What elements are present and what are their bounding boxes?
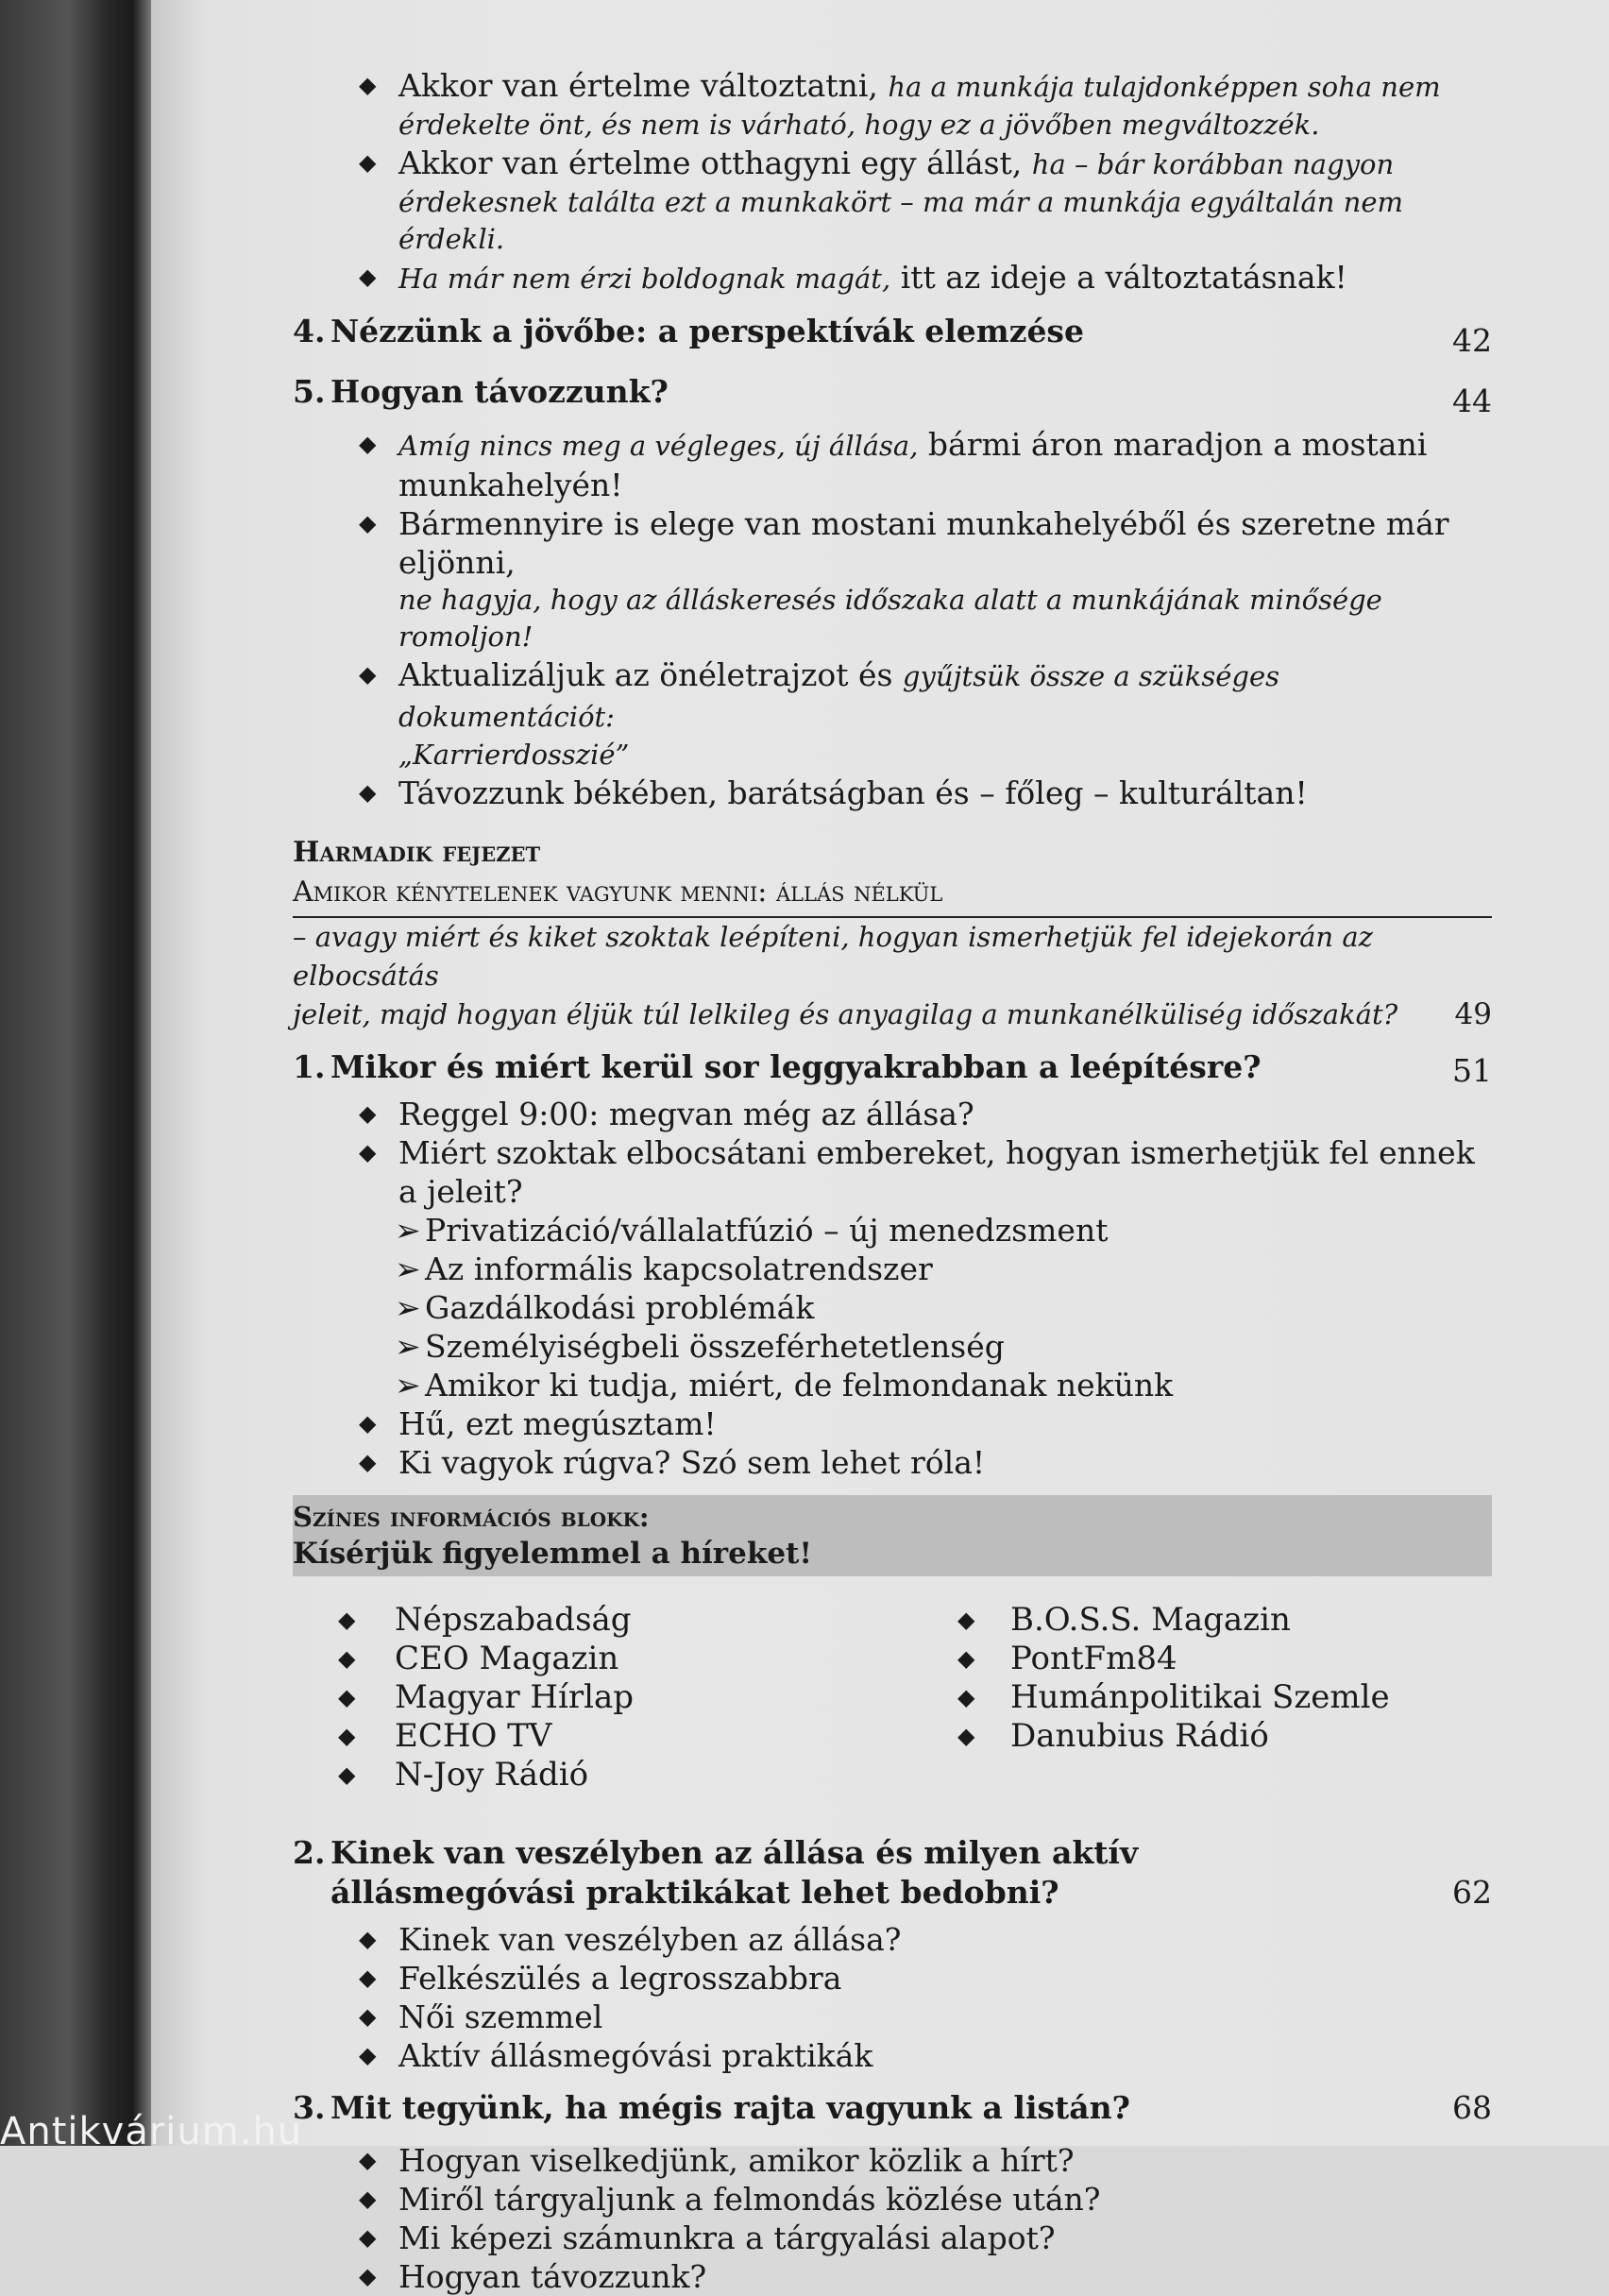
media-item: ◆ CEO Magazin — [338, 1640, 619, 1677]
page-number: 51 — [1452, 1052, 1492, 1089]
list-item: ◆ Ha már nem érzi boldognak magát, itt az ideje a változtatásnak! — [359, 259, 1347, 296]
list-item-continuation: érdekesnek találta ezt a munkakört – ma már a munkája egyáltalán nem érdekli. — [398, 186, 1403, 255]
toc-entry[interactable]: 5. Hogyan távozzunk? 44 — [293, 373, 1492, 419]
list-item: ◆ Reggel 9:00: megvan még az állása? — [359, 1096, 974, 1132]
sub-item: ➢ Privatizáció/vállalatfúzió – új menedzsment — [395, 1212, 1109, 1249]
list-item: ◆ Hű, ezt megúsztam! — [359, 1405, 717, 1442]
list-item-continuation: érdekelte önt, és nem is várható, hogy ez a jövőben megváltozzék. — [398, 109, 1320, 141]
sub-item: ➢ Az informális kapcsolatrendszer — [395, 1250, 933, 1287]
diamond-bullet-icon: ◆ — [359, 1964, 377, 1991]
list-item: ◆ Mi képezi számunkra a tárgyalási alapot? — [359, 2219, 1056, 2256]
diamond-bullet-icon: ◆ — [338, 1723, 356, 1749]
diamond-bullet-icon: ◆ — [359, 149, 377, 176]
diamond-bullet-icon: ◆ — [338, 1761, 356, 1788]
diamond-bullet-icon: ◆ — [359, 779, 377, 806]
diamond-bullet-icon: ◆ — [359, 2224, 377, 2251]
list-item-continuation: ne hagyja, hogy az álláskeresés időszaka alatt a munkájának minősége romoljon! — [398, 584, 1382, 653]
media-item: ◆ ECHO TV — [338, 1717, 552, 1755]
list-item: ◆ Aktualizáljuk az önéletrajzot és gyűjtsük össze a szükséges dokumentációt: — [359, 656, 1279, 733]
list-item: ◆ Női szemmel — [359, 1998, 603, 2035]
media-item: ◆ Magyar Hírlap — [338, 1678, 635, 1716]
media-item: ◆ Humánpolitikai Szemle — [957, 1678, 1390, 1716]
arrowhead-icon: ➢ — [395, 1212, 421, 1249]
diamond-bullet-icon: ◆ — [359, 1100, 377, 1127]
diamond-bullet-icon: ◆ — [359, 2147, 377, 2173]
diamond-bullet-icon: ◆ — [359, 431, 377, 457]
diamond-bullet-icon: ◆ — [359, 2003, 377, 2030]
media-item: ◆ B.O.S.S. Magazin — [957, 1601, 1291, 1639]
page-number: 62 — [1452, 1874, 1492, 1911]
diamond-bullet-icon: ◆ — [957, 1607, 975, 1633]
arrowhead-icon: ➢ — [395, 1328, 421, 1365]
toc-entry[interactable]: 4. Nézzünk a jövőbe: a perspektívák elemzése 42 — [293, 313, 1492, 359]
list-item: ◆ Akkor van értelme változtatni, ha a munkája tulajdonképpen soha nem — [359, 67, 1441, 104]
diamond-bullet-icon: ◆ — [957, 1645, 975, 1672]
diamond-bullet-icon: ◆ — [957, 1684, 975, 1710]
list-item: ◆ Miről tárgyaljunk a felmondás közlése után? — [359, 2181, 1101, 2218]
list-item: ◆ Hogyan távozzunk? — [359, 2258, 707, 2295]
media-item: ◆ Danubius Rádió — [957, 1717, 1269, 1755]
info-block-banner — [293, 1495, 1492, 1576]
diamond-bullet-icon: ◆ — [359, 661, 377, 688]
arrowhead-icon: ➢ — [395, 1250, 421, 1287]
list-item: ◆ Akkor van értelme otthagyni egy állást, ha – bár korábban nagyon — [359, 145, 1395, 181]
diamond-bullet-icon: ◆ — [338, 1607, 356, 1633]
media-item: ◆ Népszabadság — [338, 1601, 632, 1639]
sub-item: ➢ Személyiségbeli összeférhetetlenség — [395, 1328, 1005, 1365]
chapter-title[interactable]: Amikor kénytelenek vagyunk menni: állás nélkül — [293, 873, 1492, 918]
watermark: Antikvárium.hu — [0, 2110, 303, 2153]
diamond-bullet-icon: ◆ — [359, 1410, 377, 1437]
info-block-label: Színes információs blokk: — [293, 1501, 650, 1533]
list-item: ◆ Aktív állásmegóvási praktikák — [359, 2037, 873, 2074]
list-item: ◆ Ki vagyok rúgva? Szó sem lehet róla! — [359, 1444, 986, 1481]
toc-entry-continuation[interactable]: állásmegóvási praktikákat lehet bedobni? 62 — [330, 1874, 1492, 1911]
media-item: ◆ PontFm84 — [957, 1640, 1177, 1677]
arrowhead-icon: ➢ — [395, 1289, 421, 1326]
list-item: ◆ Távozzunk békében, barátságban és – főleg – kulturáltan! — [359, 774, 1308, 811]
toc-entry[interactable]: 3. Mit tegyünk, ha mégis rajta vagyunk a listán? 68 — [293, 2089, 1492, 2126]
book-spine — [0, 0, 151, 2146]
diamond-bullet-icon: ◆ — [359, 1139, 377, 1165]
list-item: ◆ Bármennyire is elege van mostani munkahelyéből és szeretne már eljönni, — [359, 505, 1449, 581]
diamond-bullet-icon: ◆ — [359, 2042, 377, 2068]
media-column-left — [293, 1601, 634, 1794]
toc-entry[interactable]: 2. Kinek van veszélyben az állása és milyen aktív — [293, 1834, 1139, 1871]
sub-item: ➢ Gazdálkodási problémák — [395, 1289, 815, 1326]
diamond-bullet-icon: ◆ — [359, 510, 377, 536]
toc-entry[interactable]: 1. Mikor és miért kerül sor leggyakrabban a leépítésre? 51 — [293, 1048, 1492, 1089]
list-item-continuation: „Karrierdosszié” — [398, 739, 630, 771]
diamond-bullet-icon: ◆ — [338, 1684, 356, 1710]
page-number: 49 — [1454, 997, 1492, 1031]
media-column-right — [952, 1601, 1390, 1756]
table-of-contents — [293, 66, 1492, 2296]
diamond-bullet-icon: ◆ — [359, 1926, 377, 1952]
diamond-bullet-icon: ◆ — [957, 1723, 975, 1749]
chapter-intro: – avagy miért és kiket szoktak leépíteni, hogyan ismerhetjük fel idejekorán az elbocsátás — [293, 921, 1373, 992]
info-block-title: Kísérjük figyelemmel a híreket! — [293, 1537, 812, 1571]
page-number: 68 — [1452, 2089, 1492, 2126]
list-item: ◆ Kinek van veszélyben az állása? — [359, 1921, 902, 1958]
chapter-heading: Harmadik fejezet — [293, 836, 541, 869]
list-item: ◆ Hogyan viselkedjünk, amikor közlik a hírt? — [359, 2142, 1075, 2179]
page-number: 42 — [1452, 322, 1492, 359]
diamond-bullet-icon: ◆ — [359, 2185, 377, 2212]
list-item: ◆ Amíg nincs meg a végleges, új állása, bármi áron maradjon a mostani munkahelyén! — [359, 426, 1428, 503]
sub-item: ➢ Amikor ki tudja, miért, de felmondanak nekünk — [395, 1367, 1174, 1403]
diamond-bullet-icon: ◆ — [359, 72, 377, 98]
list-item: ◆ Felkészülés a legrosszabbra — [359, 1960, 842, 1997]
arrowhead-icon: ➢ — [395, 1367, 421, 1403]
diamond-bullet-icon: ◆ — [359, 2263, 377, 2289]
media-item: ◆ N-Joy Rádió — [338, 1756, 589, 1794]
media-list — [293, 1601, 1492, 1818]
list-item: ◆ Miért szoktak elbocsátani embereket, hogyan ismerhetjük fel ennek a jeleit? — [359, 1134, 1475, 1210]
diamond-bullet-icon: ◆ — [338, 1645, 356, 1672]
chapter-intro: jeleit, majd hogyan éljük túl lelkileg és anyagilag a munkanélküliség időszakát? 49 — [293, 995, 1492, 1034]
page-number: 44 — [1452, 383, 1492, 419]
diamond-bullet-icon: ◆ — [359, 264, 377, 290]
diamond-bullet-icon: ◆ — [359, 1449, 377, 1475]
